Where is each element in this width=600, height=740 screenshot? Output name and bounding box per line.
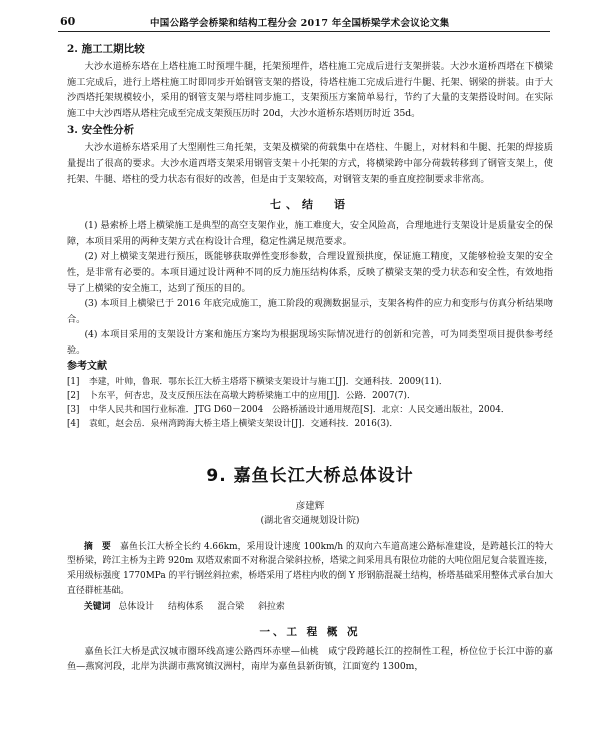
journal-title: 中国公路学会桥梁和结构工程分会 2017 年全国桥梁学术会议论文集: [150, 18, 450, 29]
overview-heading: 一、工 程 概 况: [259, 625, 361, 638]
article-author: 彦建辉: [295, 500, 325, 512]
running-header: [0, 0, 600, 36]
conclusion-paragraph-3: (3) 本项目上横梁已于 2016 年底完成施工，施工阶段的观测数据显示，支架各构件的应力和变形与仿真分析结果吻合。: [67, 298, 553, 325]
paragraph-safety: 大沙水道桥东塔采用了大型刚性三角托架，支架及横梁的荷载集中在塔柱、牛腿上，对材料和牛腿、托架的焊接质量提出了很高的要求。大沙水道西塔支架采用钢管支架＋小托架的方式，将横梁跨中部分荷载转移到了钢管支架上，使托架、牛腿、塔柱的受力状态有很好的改善，但是由于支架较高，对钢管支架的垂直度控制要求非常高。: [67, 142, 553, 185]
abstract-label: 摘 要: [83, 541, 111, 552]
conclusion-paragraph-2: (2) 对上横梁支架进行预压，既能够获取弹性变形参数，合理设置预拱度，保证施工精度，又能够检验支架的安全性，是非常有必要的。本项目通过设计两种不同的反力施压结构体系，反映了横梁支架的受力状态和安全性，有效地指导了上横梁的安全施工，达到了预压的目的。: [67, 251, 553, 294]
keywords: 关键词 总体设计 结构体系 混合梁 斜拉索: [83, 601, 285, 612]
conclusion-paragraph-4: (4) 本项目采用的支架设计方案和施压方案均为根据现场实际情况进行的创新和完善，可为同类型项目提供参考经验。: [67, 329, 553, 356]
abstract: [67, 540, 553, 599]
conclusion-paragraph-1: (1) 悬索桥上塔上横梁施工是典型的高空支架作业，施工难度大，安全风险高，合理地进行支架设计是质量安全的保障，本项目采用的两种支架方式在构设计合理，稳定性满足规范要求。: [67, 220, 553, 247]
references-heading: 参考文献: [67, 360, 107, 372]
section-heading-safety: 3. 安全性分析: [67, 124, 135, 137]
overview-paragraph: 嘉鱼长江大桥是武汉城市圈环线高速公路西环赤壁—仙桃 咸宁段跨越长江的控制性工程，桥位位于长江中游的嘉鱼—燕窝河段，北岸为洪湖市燕窝镇汉洲村，南岸为嘉鱼县新街镇，江面宽约 1300m，: [67, 645, 553, 673]
header-rule: [58, 31, 550, 32]
abstract-text: 嘉鱼长江大桥全长约 4.66km，采用设计速度 100km/h 的双向六车道高速公路标准建设，是跨越长江的特大型桥梁，跨江主桥为主跨 920m 双塔双索面不对称混合梁斜拉桥，塔梁之间采用具有限位功能的大吨位阻尼复合装置连接，采用级标强度 1770MPa 的平行钢丝斜拉索，桥塔采用了塔柱内收的倒 Y 形钢筋混凝土结构，桥塔基础采用整体式承台加大直径群桩基础。: [67, 541, 554, 596]
reference-item: [4] 袁虹，赵会岳．泉州湾跨海大桥主塔上横梁支架设计[J]．交通科技．2016(3)．: [67, 418, 399, 429]
page-number: 60: [60, 15, 76, 28]
article-affiliation: (湖北省交通规划设计院): [260, 514, 360, 526]
article-title: 9. 嘉鱼长江大桥总体设计: [206, 465, 414, 486]
reference-item: [2] 卜东平，何杏忠，及支反预压法在高墩大跨桥梁施工中的应用[J]．公路．2007(7)．: [67, 390, 416, 401]
reference-item: [1] 李建，叶帅，鲁珉．鄂东长江大桥主塔塔下横梁支架设计与施工[J]．交通科技．2009(11)．: [67, 376, 448, 387]
conclusion-heading: 七、结 语: [270, 198, 350, 212]
paragraph-schedule: 大沙水道桥东塔在上塔柱施工时预埋牛腿，托架预埋件，塔柱施工完成后进行支架拼装。大沙水道桥西塔在下横梁施工完成后，进行上塔柱施工时即同步开始钢管支架的搭设，待塔柱施工完成后进行牛腿、托架、钢梁的拼装。由于大沙西塔托架规模较小，采用的钢管支架与塔柱同步施工，支架预压方案简单易行，节约了大量的支架搭设时间。在实际施工中大沙西塔从塔柱完成至完成支架预压历时 20d，大沙水道桥东塔则历时近 35d。: [67, 61, 553, 119]
page-body: [67, 40, 553, 675]
keywords-label: 关键词: [83, 601, 111, 612]
section-heading-schedule: 2. 施工工期比较: [67, 43, 145, 55]
reference-item: [3] 中华人民共和国行业标准．JTG D60－2004 公路桥涵设计通用规范[S]．北京：人民交通出版社，2004．: [67, 404, 510, 415]
